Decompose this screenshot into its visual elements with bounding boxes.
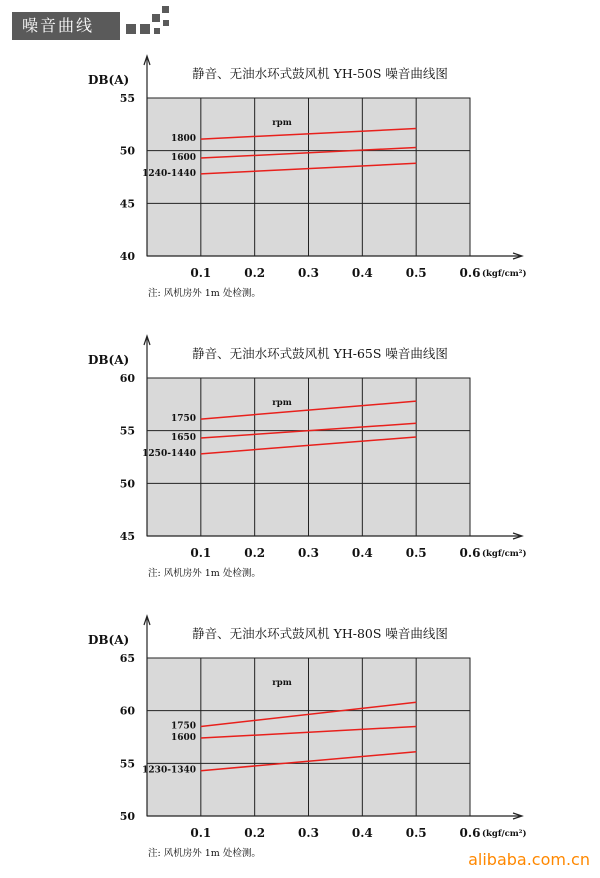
section-title: 噪音曲线	[22, 16, 95, 35]
y-tick-label: 55	[119, 424, 135, 438]
y-tick-label: 50	[119, 144, 135, 158]
y-axis-label: DB(A)	[88, 73, 130, 87]
y-tick-label: 55	[119, 92, 135, 105]
chart-note: 注: 风机房外 1m 处检测。	[148, 848, 261, 859]
series-label: 1230-1340	[142, 765, 196, 776]
x-axis-unit: (kgf/cm²)	[482, 829, 527, 839]
noise-chart-yh80s	[0, 608, 600, 878]
x-tick-label: 0.4	[351, 546, 373, 560]
series-label: 1250-1440	[142, 448, 196, 459]
x-tick-label: 0.6	[459, 826, 481, 840]
noise-chart-yh65s	[0, 328, 600, 598]
series-label: 1750	[170, 721, 196, 732]
rpm-label: rpm	[272, 398, 292, 408]
series-label: 1750	[170, 414, 196, 425]
y-tick-label: 50	[119, 810, 135, 823]
rpm-label: rpm	[272, 118, 292, 128]
series-label: 1600	[170, 733, 196, 744]
x-tick-label: 0.2	[244, 826, 266, 840]
chart-note: 注: 风机房外 1m 处检测。	[148, 568, 261, 579]
x-tick-label: 0.5	[405, 546, 427, 560]
x-tick-label: 0.2	[244, 266, 266, 280]
x-axis-unit: (kgf/cm²)	[482, 549, 527, 559]
chart-note: 注: 风机房外 1m 处检测。	[148, 288, 261, 299]
series-label: 1800	[170, 134, 196, 145]
x-tick-label: 0.1	[190, 266, 212, 280]
x-tick-label: 0.6	[459, 546, 481, 560]
y-tick-label: 55	[119, 757, 135, 771]
decor-square	[154, 28, 160, 34]
x-tick-label: 0.3	[298, 546, 319, 560]
x-tick-label: 0.5	[405, 266, 427, 280]
y-tick-label: 45	[119, 530, 135, 543]
decor-square	[140, 24, 150, 34]
decor-square	[152, 14, 160, 22]
y-tick-label: 50	[119, 477, 135, 491]
y-tick-label: 60	[119, 372, 135, 385]
series-label: 1600	[170, 153, 196, 164]
series-label: 1240-1440	[142, 168, 196, 179]
series-label: 1650	[170, 433, 196, 444]
rpm-label: rpm	[272, 678, 292, 688]
x-tick-label: 0.2	[244, 546, 266, 560]
y-tick-label: 60	[119, 704, 135, 718]
decor-square	[126, 24, 136, 34]
watermark: alibaba.com.cn	[468, 850, 590, 869]
y-tick-label: 45	[119, 197, 135, 211]
x-axis-unit: (kgf/cm²)	[482, 269, 527, 279]
y-axis-label: DB(A)	[88, 353, 130, 367]
x-tick-label: 0.6	[459, 266, 481, 280]
x-tick-label: 0.5	[405, 826, 427, 840]
y-axis-label: DB(A)	[88, 633, 130, 647]
x-tick-label: 0.3	[298, 826, 319, 840]
x-tick-label: 0.1	[190, 826, 212, 840]
x-tick-label: 0.4	[351, 266, 373, 280]
x-tick-label: 0.1	[190, 546, 212, 560]
x-tick-label: 0.3	[298, 266, 319, 280]
chart-title: 静音、无油水环式鼓风机 YH-80S 噪音曲线图	[192, 626, 448, 641]
decor-square	[163, 20, 169, 26]
noise-chart-yh50s	[0, 48, 600, 318]
y-tick-label: 65	[119, 652, 135, 665]
x-tick-label: 0.4	[351, 826, 373, 840]
y-tick-label: 40	[119, 250, 135, 263]
decor-square	[162, 6, 169, 13]
chart-title: 静音、无油水环式鼓风机 YH-65S 噪音曲线图	[192, 346, 448, 361]
chart-title: 静音、无油水环式鼓风机 YH-50S 噪音曲线图	[192, 66, 448, 81]
